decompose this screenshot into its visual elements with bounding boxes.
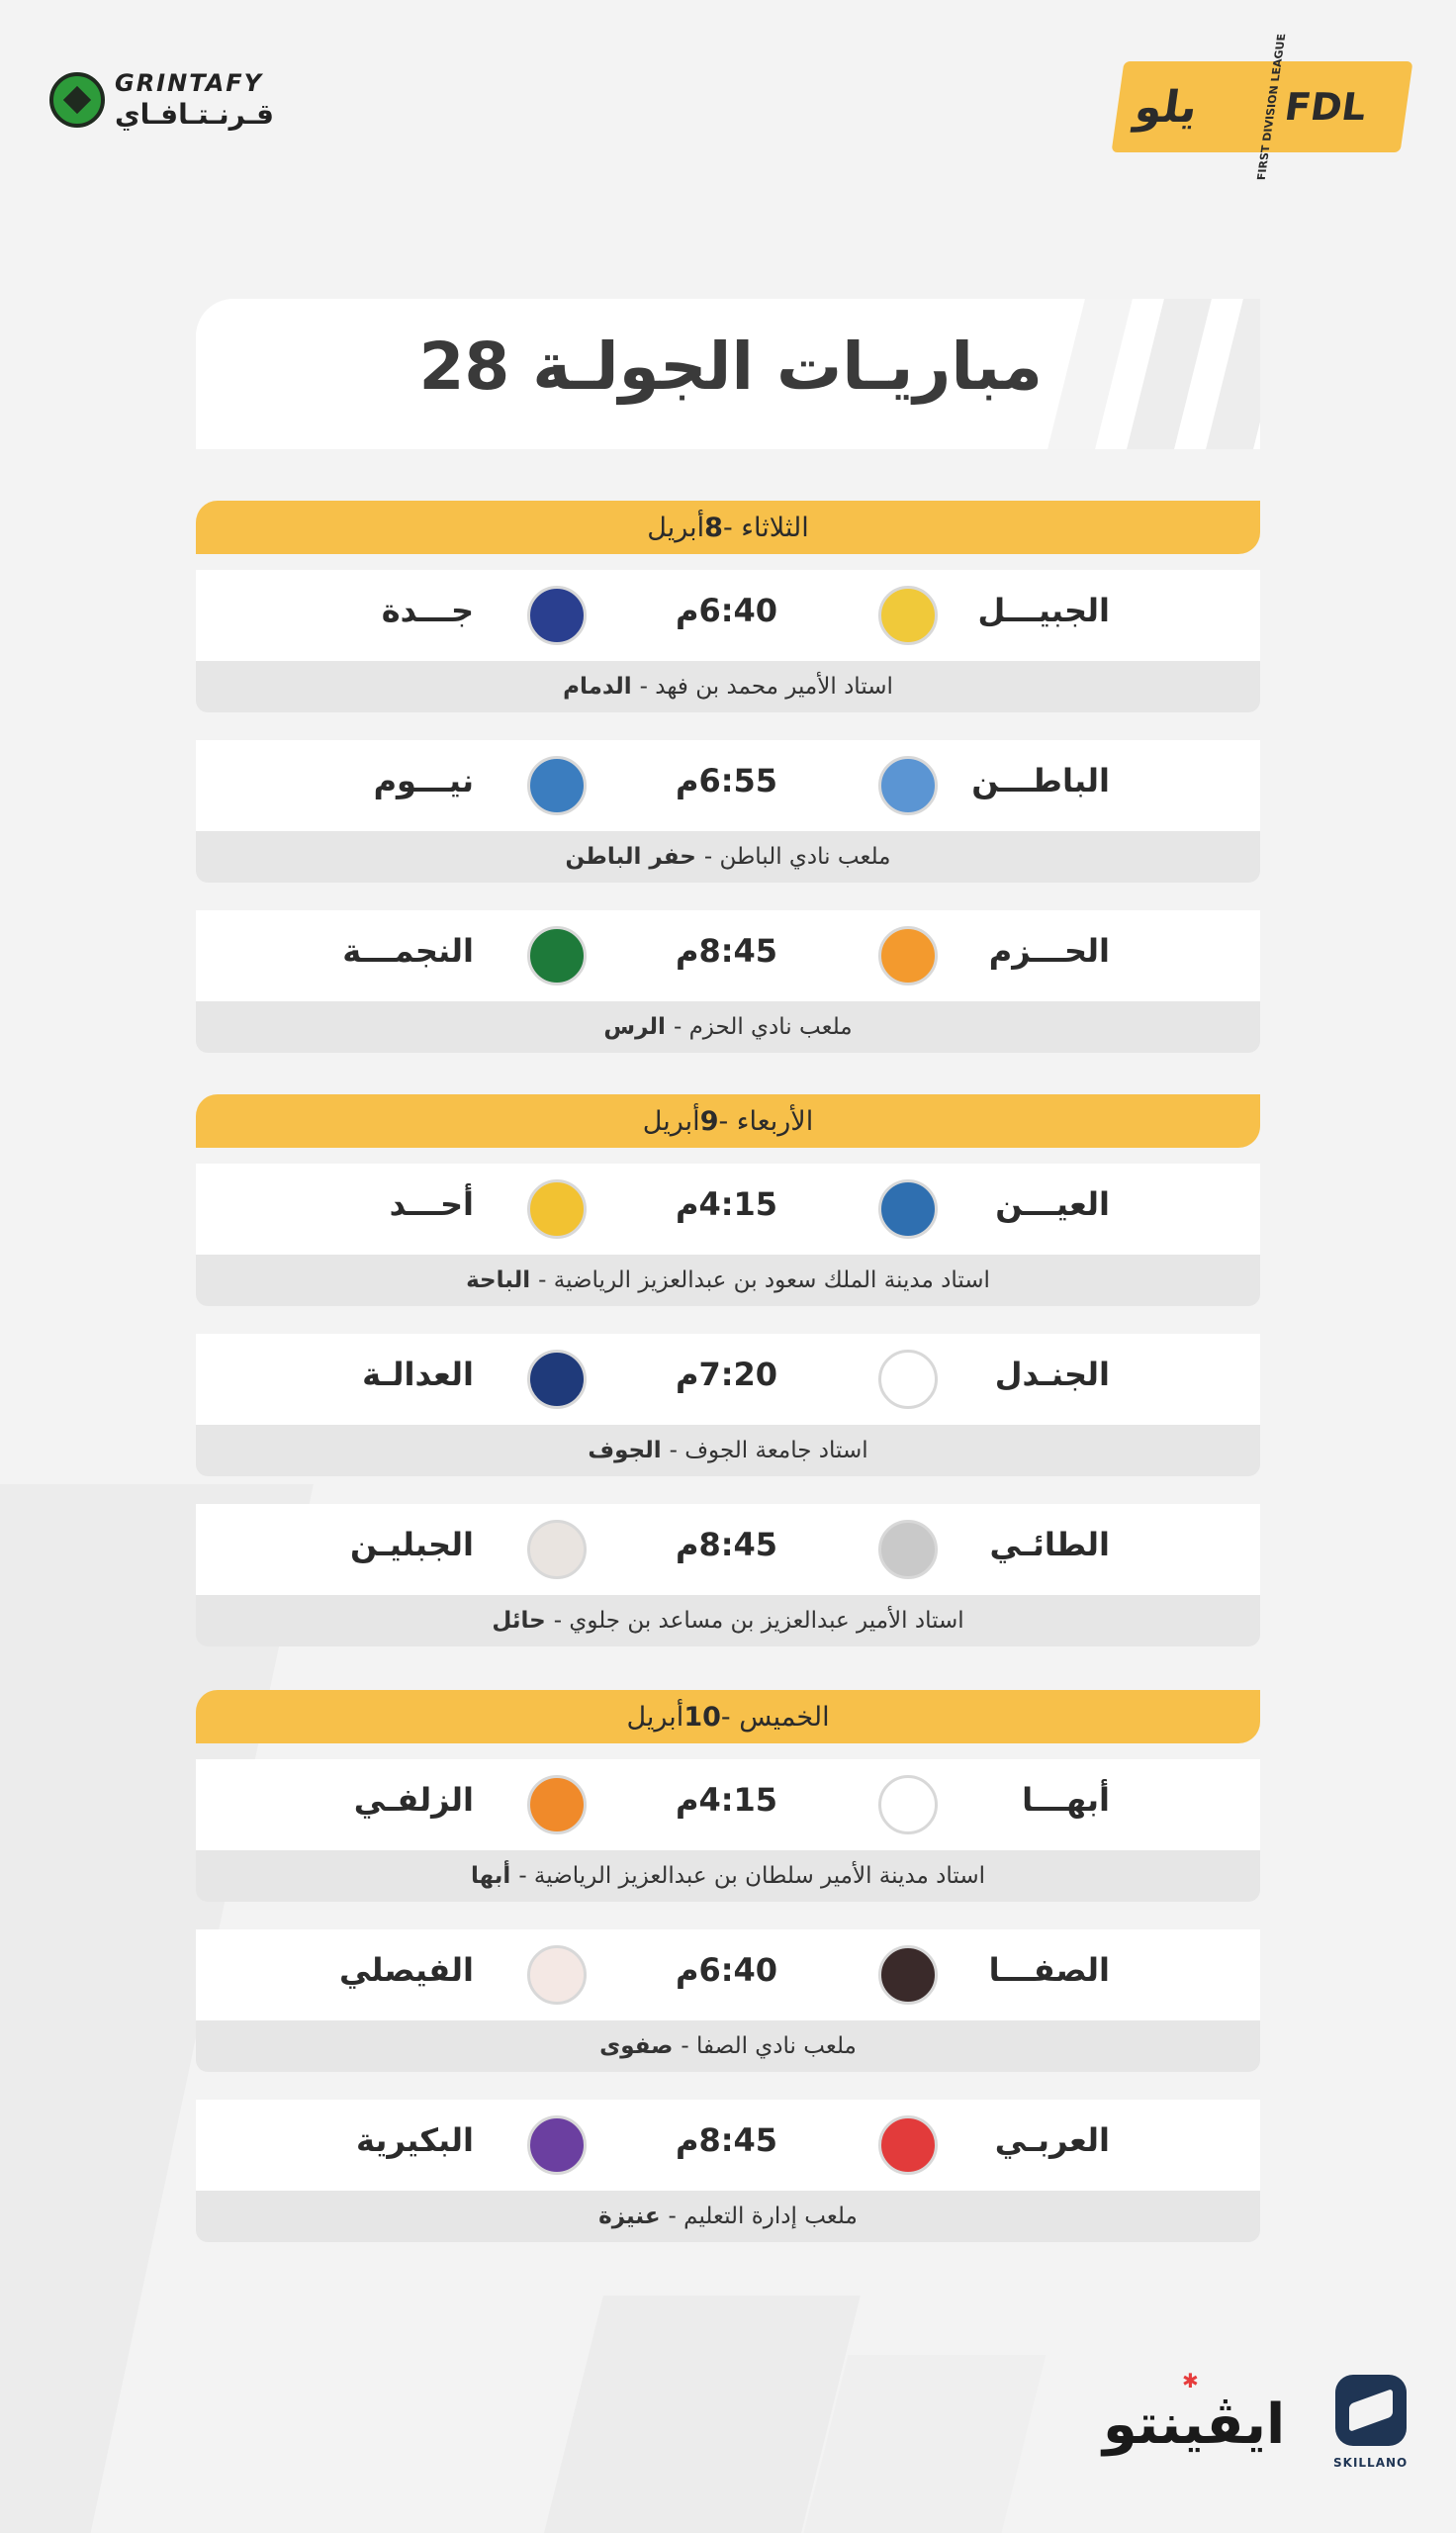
day-label-month: أبريل bbox=[642, 1105, 700, 1137]
away-team-crest-icon bbox=[527, 1775, 587, 1834]
match-card bbox=[196, 1759, 1260, 1906]
away-team-crest-icon bbox=[527, 1179, 587, 1239]
match-row bbox=[196, 2100, 1260, 2191]
kickoff-time: 8:45م bbox=[676, 932, 778, 970]
match-venue bbox=[196, 2020, 1260, 2072]
home-team-crest-icon bbox=[878, 926, 938, 985]
home-team-name: الطائـي bbox=[989, 1526, 1110, 1563]
match-venue bbox=[196, 1850, 1260, 1902]
match-venue bbox=[196, 1255, 1260, 1306]
away-team-name: الجبليـن bbox=[350, 1526, 474, 1563]
match-card bbox=[196, 910, 1260, 1057]
kickoff-time: 8:45م bbox=[676, 2121, 778, 2159]
match-row bbox=[196, 1929, 1260, 2020]
match-row bbox=[196, 1504, 1260, 1595]
kickoff-time: 4:15م bbox=[676, 1185, 778, 1223]
venue-name: ملعب نادي الصفا - bbox=[681, 2033, 857, 2059]
away-team-name: البكيرية bbox=[355, 2121, 474, 2159]
match-venue bbox=[196, 2191, 1260, 2242]
home-team-name: العربـي bbox=[994, 2121, 1110, 2159]
venue-name: استاد مدينة الملك سعود بن عبدالعزيز الرياضية - bbox=[538, 1267, 990, 1293]
day-banner bbox=[196, 1094, 1260, 1148]
day-banner bbox=[196, 1690, 1260, 1743]
away-team-crest-icon bbox=[527, 1520, 587, 1579]
grintafy-logo-en: GRINTAFY bbox=[115, 69, 264, 97]
match-row bbox=[196, 910, 1260, 1001]
match-card bbox=[196, 2100, 1260, 2246]
home-team-name: الباطـــن bbox=[971, 762, 1110, 799]
league-logo-small: FIRST DIVISION LEAGUE bbox=[1254, 33, 1289, 181]
match-row bbox=[196, 570, 1260, 661]
title-stripe bbox=[1127, 299, 1212, 449]
home-team-crest-icon bbox=[878, 1179, 938, 1239]
venue-name: استاد مدينة الأمير سلطان بن عبدالعزيز الرياضية - bbox=[518, 1863, 986, 1889]
match-venue bbox=[196, 1001, 1260, 1053]
match-row bbox=[196, 1164, 1260, 1255]
football-icon bbox=[49, 72, 105, 128]
skillano-logo-text: SKILLANO bbox=[1333, 2456, 1409, 2470]
venue-name: استاد الأمير عبدالعزيز بن مساعد بن جلوي - bbox=[553, 1608, 964, 1634]
page-title: مباريـات الجولـة 28 bbox=[418, 328, 1043, 405]
home-team-name: الصفـــا bbox=[988, 1951, 1110, 1989]
day-label-prefix: الثلاثاء - bbox=[722, 512, 809, 543]
venue-name: ملعب نادي الباطن - bbox=[703, 844, 891, 870]
skillano-logo bbox=[1333, 2375, 1408, 2470]
away-team-name: النجمـــة bbox=[342, 932, 474, 970]
away-team-crest-icon bbox=[527, 926, 587, 985]
home-team-crest-icon bbox=[878, 1520, 938, 1579]
match-venue bbox=[196, 1425, 1260, 1476]
home-team-name: أبهـــا bbox=[1022, 1781, 1110, 1819]
home-team-name: العيـــن bbox=[995, 1185, 1110, 1223]
home-team-crest-icon bbox=[878, 2115, 938, 2175]
day-banner bbox=[196, 501, 1260, 554]
day-label-prefix: الخميس - bbox=[720, 1701, 830, 1733]
away-team-name: الفيصلي bbox=[338, 1951, 474, 1989]
match-row bbox=[196, 740, 1260, 831]
venue-name: استاد الأمير محمد بن فهد - bbox=[639, 674, 893, 700]
home-team-crest-icon bbox=[878, 1350, 938, 1409]
kickoff-time: 8:45م bbox=[676, 1526, 778, 1563]
away-team-crest-icon bbox=[527, 1350, 587, 1409]
venue-city: حائل bbox=[492, 1608, 546, 1634]
venue-city: صفوى bbox=[599, 2033, 674, 2059]
home-team-crest-icon bbox=[878, 1945, 938, 2005]
venue-name: استاد جامعة الجوف - bbox=[669, 1438, 868, 1463]
sponsor-dots-icon: ✱ bbox=[1182, 2369, 1200, 2392]
title-stripe bbox=[1206, 299, 1260, 449]
venue-city: عنيزة bbox=[598, 2204, 661, 2229]
away-team-crest-icon bbox=[527, 1945, 587, 2005]
away-team-name: أحـــد bbox=[389, 1185, 474, 1223]
match-card bbox=[196, 1334, 1260, 1480]
title-stripe bbox=[1047, 299, 1133, 449]
match-venue bbox=[196, 831, 1260, 883]
match-venue bbox=[196, 1595, 1260, 1646]
away-team-name: جـــدة bbox=[381, 592, 474, 629]
venue-city: الجوف bbox=[588, 1438, 662, 1463]
home-team-name: الجبيـــل bbox=[977, 592, 1110, 629]
away-team-name: نيـــوم bbox=[373, 762, 474, 799]
venue-city: الرس bbox=[603, 1014, 666, 1040]
grintafy-logo-ar: قـرنـتـافـاي bbox=[115, 98, 274, 131]
kickoff-time: 6:55م bbox=[676, 762, 778, 799]
away-team-name: الزلفـي bbox=[353, 1781, 474, 1819]
day-label-month: أبريل bbox=[626, 1701, 684, 1733]
match-card bbox=[196, 1929, 1260, 2076]
day-label-date: 9 bbox=[699, 1105, 719, 1137]
match-card bbox=[196, 1164, 1260, 1310]
sponsor-logo-text: ايڤينتو bbox=[1103, 2392, 1286, 2457]
match-row bbox=[196, 1334, 1260, 1425]
match-card bbox=[196, 570, 1260, 716]
title-card bbox=[196, 299, 1260, 449]
away-team-crest-icon bbox=[527, 2115, 587, 2175]
home-team-crest-icon bbox=[878, 586, 938, 645]
league-logo-abbr: FDL bbox=[1282, 85, 1369, 129]
day-label-month: أبريل bbox=[647, 512, 705, 543]
home-team-crest-icon bbox=[878, 1775, 938, 1834]
match-card bbox=[196, 1504, 1260, 1650]
day-label-date: 8 bbox=[704, 512, 723, 543]
venue-name: ملعب نادي الحزم - bbox=[673, 1014, 853, 1040]
home-team-name: الحـــزم bbox=[988, 932, 1110, 970]
away-team-name: العدالـة bbox=[362, 1356, 474, 1393]
day-label-prefix: الأربعاء - bbox=[718, 1105, 814, 1137]
kickoff-time: 4:15م bbox=[676, 1781, 778, 1819]
league-logo-ar: يلو bbox=[1132, 81, 1201, 133]
venue-city: الدمام bbox=[563, 674, 632, 700]
venue-name: ملعب إدارة التعليم - bbox=[668, 2204, 858, 2229]
home-team-name: الجنـدل bbox=[994, 1356, 1110, 1393]
away-team-crest-icon bbox=[527, 586, 587, 645]
home-team-crest-icon bbox=[878, 756, 938, 815]
day-label-date: 10 bbox=[683, 1701, 721, 1733]
match-venue bbox=[196, 661, 1260, 712]
kickoff-time: 6:40م bbox=[676, 1951, 778, 1989]
match-card bbox=[196, 740, 1260, 887]
venue-city: أبها bbox=[470, 1863, 511, 1889]
match-row bbox=[196, 1759, 1260, 1850]
away-team-crest-icon bbox=[527, 756, 587, 815]
kickoff-time: 6:40م bbox=[676, 592, 778, 629]
skillano-icon bbox=[1335, 2375, 1407, 2446]
venue-city: الباحة bbox=[466, 1267, 531, 1293]
sponsor-logo bbox=[1103, 2369, 1286, 2457]
venue-city: حفر الباطن bbox=[565, 844, 696, 870]
kickoff-time: 7:20م bbox=[676, 1356, 778, 1393]
background-shape bbox=[504, 2296, 861, 2533]
grintafy-logo bbox=[49, 71, 274, 129]
league-logo bbox=[1112, 33, 1413, 181]
